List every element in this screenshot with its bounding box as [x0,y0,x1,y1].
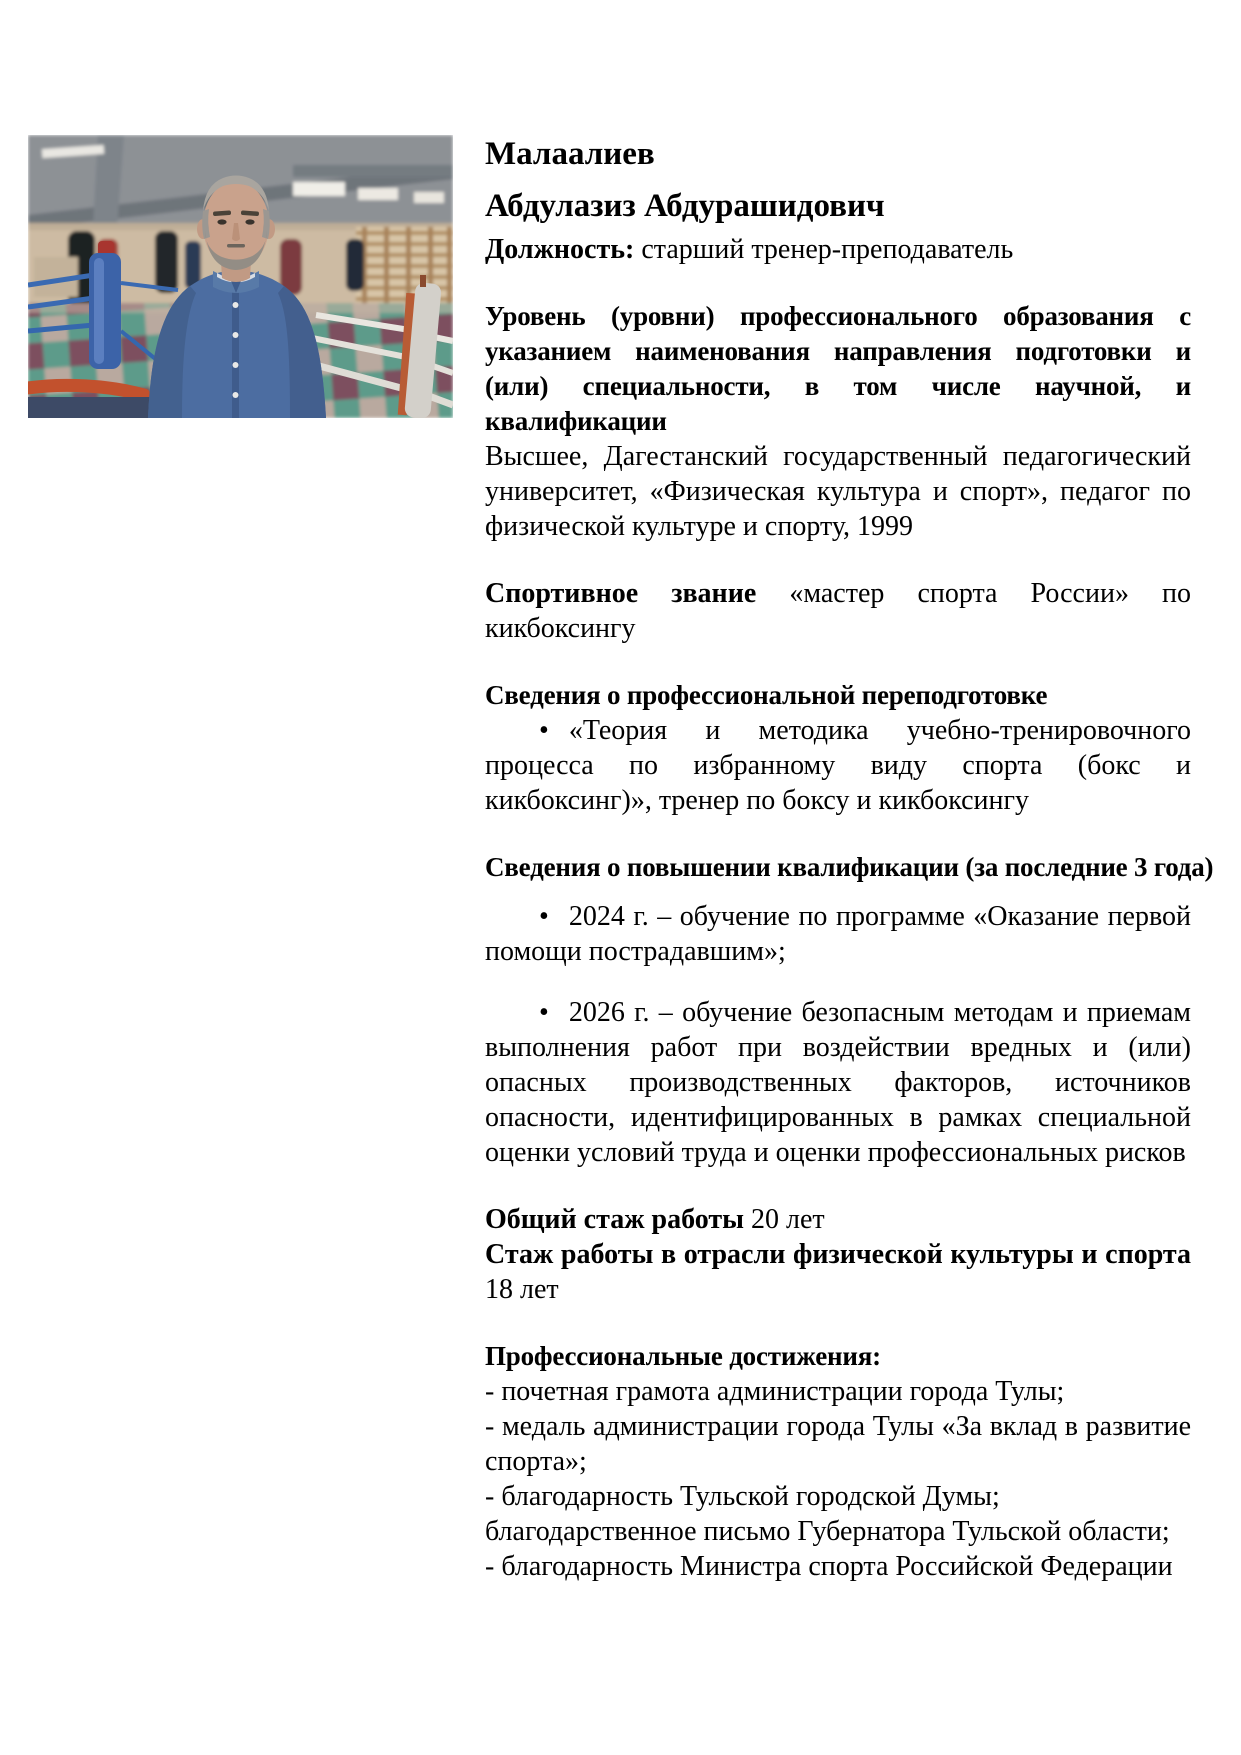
experience-total-line [485,1202,1191,1237]
retraining-item [485,713,1191,818]
coach-name [485,128,1191,232]
experience-industry-label: Стаж работы в отрасли физической культуры и спорта [485,1239,1191,1270]
experience-industry-line [485,1237,1191,1307]
window [358,188,398,200]
achievement-item: - благодарность Министра спорта Российской Федерации [485,1551,1173,1582]
sport-title-line [485,576,1191,646]
mouth [227,244,245,248]
qualification-item-text: 2024 г. – обучение по программе «Оказание первой помощи пострадавшим»; [485,901,1191,967]
blue-corner-pad [89,253,121,369]
experience-total-label: Общий стаж работы [485,1204,744,1235]
window [414,192,444,203]
retraining-item-text: «Теория и методика учебно-тренировочного процесса по избранному виду спорта (бокс и кикбоксинг)», тренер по боксу и кикбоксингу [485,715,1191,816]
qualification-heading: Сведения о повышении квалификации (за последние 3 года) [485,852,1214,882]
ring-apron [28,397,152,418]
experience-total-value: 20 лет [750,1204,825,1235]
sport-title-value: «мастер спорта России» по кикбоксингу [485,578,1191,644]
sport-title-label: Спортивное звание [485,578,757,609]
qualification-item [485,995,1191,1170]
achievement-item: - медаль администрации города Тулы «За вклад в развитие спорта»; [485,1411,1191,1477]
section-education [485,299,1191,544]
coach-given-names: Абдулазиз Абдурашидович [485,188,885,224]
coach-surname: Малаалиев [485,136,655,172]
section-retraining [485,678,1191,818]
achievement-item: - благодарность Тульской городской Думы; [485,1481,1000,1512]
section-achievements [485,1339,1191,1584]
achievement-item: благодарственное письмо Губернатора Тульской области; [485,1516,1170,1547]
section-qualification [485,850,1214,1170]
gym-photo-illustration [28,135,453,418]
qualification-item [485,899,1191,969]
section-sport-title [485,576,1191,646]
qualification-item-text: 2026 г. – обучение безопасным методам и приемам выполнения работ при воздействии вредных и (или) опасных производственных факторов, источников опасности, идентифицированных в рамках специальной оценки условий труда и оценки профессиональных рисков [485,997,1191,1168]
education-heading: Уровень (уровни) профессионального образования с указанием наименования направления подготовки и (или) специальности, в том числе научной, и квалификации [485,301,1191,436]
position-value: старший тренер-преподаватель [641,234,1014,265]
retraining-heading: Сведения о профессиональной переподготовке [485,680,1048,710]
bullet-icon: • [539,901,549,932]
bullet-icon: • [539,715,549,746]
achievements-heading: Профессиональные достижения: [485,1341,881,1371]
profile-content [485,128,1214,1584]
position-label: Должность: [485,234,635,265]
window [293,182,345,196]
experience-industry-value: 18 лет [485,1274,559,1305]
achievement-item: - почетная грамота администрации города Тулы; [485,1376,1065,1407]
bullet-icon: • [539,997,549,1028]
education-body: Высшее, Дагестанский государственный педагогический университет, «Физическая культура и спорт», педагог по физической культуре и спорту, 1999 [485,441,1191,542]
section-experience [485,1202,1191,1307]
coach-photo [28,135,453,418]
position-line [485,232,1191,267]
